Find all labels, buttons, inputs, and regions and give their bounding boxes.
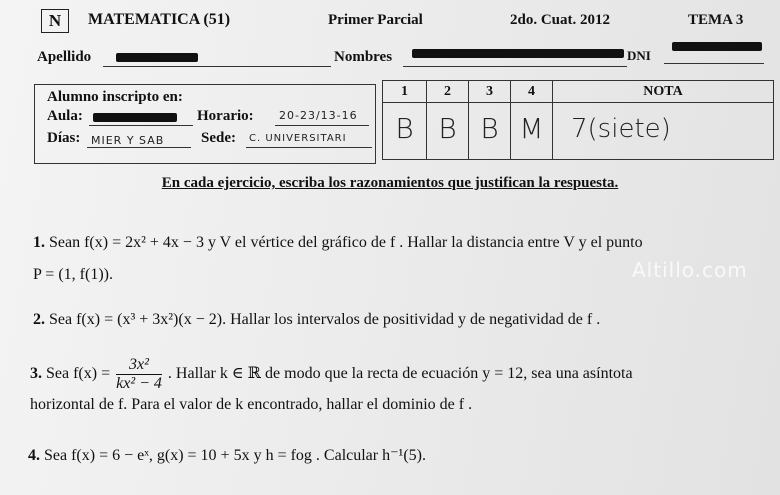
dni-label: DNI — [627, 48, 651, 63]
grade-header-4: 4 — [511, 81, 553, 103]
grade-mark-1: B — [383, 103, 427, 159]
dni-redaction — [672, 42, 762, 51]
sede-line — [246, 147, 372, 148]
dias-line — [87, 147, 191, 148]
grade-table — [382, 80, 774, 160]
question-4-number: 4. — [28, 447, 40, 464]
fraction-numerator: 3x² — [116, 356, 162, 375]
watermark: Altillo.com — [632, 258, 748, 282]
grade-mark-3: B — [469, 103, 511, 159]
question-3 — [30, 356, 633, 393]
aula-label: Aula: — [47, 108, 83, 124]
question-1 — [33, 234, 643, 252]
instruction-text: En cada ejercicio, escriba los razonamientos que justifican la respuesta. — [161, 175, 619, 191]
question-1-text: Sean f(x) = 2x² + 4x − 3 y V el vértice del gráfico de f . Hallar la distancia entre V y el punto — [49, 234, 643, 251]
apellido-redaction — [116, 53, 198, 62]
exam-title: Primer Parcial — [328, 12, 423, 28]
grade-nota-value: 7(siete) — [571, 114, 671, 144]
question-3-number: 3. — [30, 365, 42, 383]
question-1-line-2: P = (1, f(1)). — [33, 266, 113, 283]
grade-header-1: 1 — [383, 81, 427, 103]
dias-value: MIER Y SAB — [91, 134, 165, 147]
nombres-label: Nombres — [334, 49, 393, 65]
nombres-line — [403, 66, 627, 67]
term-label: 2do. Cuat. 2012 — [510, 12, 611, 28]
sede-label: Sede: — [201, 130, 236, 146]
enrollment-box — [34, 84, 376, 164]
aula-redaction — [93, 113, 177, 122]
horario-label: Horario: — [197, 108, 254, 124]
question-4-text: Sea f(x) = 6 − eˣ, g(x) = 10 + 5x y h = fog . Calcular h⁻¹(5). — [44, 447, 427, 464]
sede-value: C. UNIVERSITARI — [249, 133, 347, 144]
question-3-fraction — [116, 356, 162, 393]
grade-mark-4: M — [511, 103, 553, 159]
dias-label: Días: — [47, 130, 81, 146]
grade-header-3: 3 — [469, 81, 511, 103]
question-1-number: 1. — [33, 234, 45, 251]
horario-value: 20-23/13-16 — [279, 109, 358, 122]
horario-line — [275, 125, 369, 126]
question-2-number: 2. — [33, 311, 45, 328]
nombres-redaction — [412, 49, 624, 58]
grade-mark-2: B — [427, 103, 469, 159]
fraction-denominator: kx² − 4 — [116, 375, 162, 392]
question-3-line-2: horizontal de f. Para el valor de k encontrado, hallar el dominio de f . — [30, 396, 473, 413]
form-letter-box: N — [41, 9, 69, 33]
enrollment-title: Alumno inscripto en: — [47, 89, 183, 105]
dni-line — [664, 63, 764, 64]
course-title: MATEMATICA (51) — [88, 11, 231, 28]
aula-line — [89, 125, 193, 126]
question-3-lead: Sea f(x) = — [46, 365, 111, 383]
question-3-text: . Hallar k ∈ ℝ de modo que la recta de ecuación y = 12, sea una asíntota — [167, 365, 633, 383]
question-4 — [28, 445, 426, 465]
question-2 — [33, 311, 600, 329]
apellido-label: Apellido — [37, 49, 92, 65]
question-2-text: Sea f(x) = (x³ + 3x²)(x − 2). Hallar los intervalos de positividad y de negatividad de f . — [49, 311, 601, 328]
tema-label: TEMA 3 — [688, 12, 744, 28]
apellido-line — [103, 66, 331, 67]
grade-header-nota: NOTA — [553, 81, 773, 103]
grade-header-2: 2 — [427, 81, 469, 103]
